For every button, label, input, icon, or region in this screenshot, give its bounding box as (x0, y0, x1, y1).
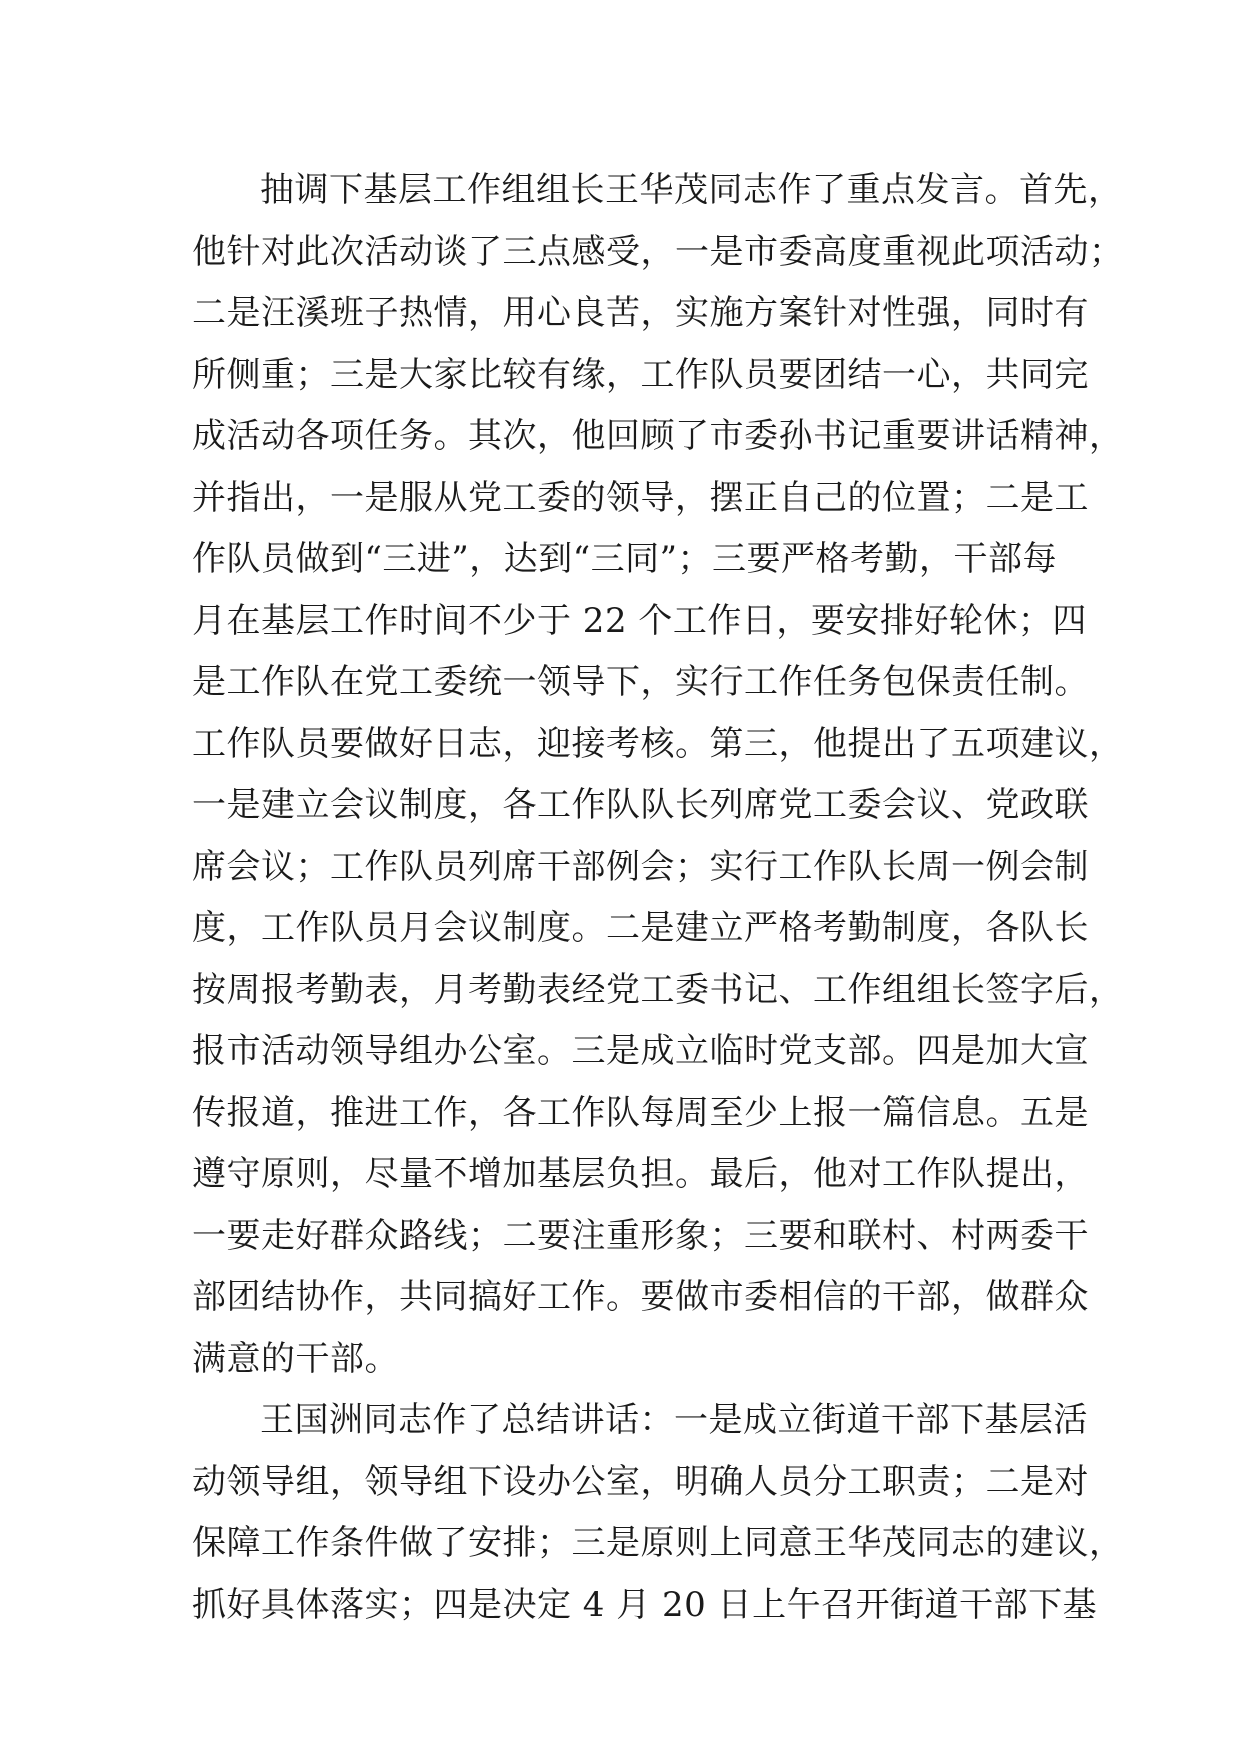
text-line: 月在基层工作时间不少于 22 个工作日，要安排好轮休；四 (192, 600, 1087, 641)
text-line: 王国洲同志作了总结讲话：一是成立街道干部下基层活 (260, 1400, 1088, 1440)
text-line: 二是汪溪班子热情，用心良苦，实施方案针对性强，同时有 (192, 293, 1089, 333)
text-line: 并指出，一是服从党工委的领导，摆正自己的位置；二是工 (192, 477, 1089, 518)
text-line: 抽调下基层工作组组长王华茂同志作了重点发言。首先， (260, 170, 1123, 210)
text-line: 工作队员要做好日志，迎接考核。第三，他提出了五项建议， (192, 723, 1124, 764)
text-line: 抓好具体落实；四是决定 4 月 20 日上午召开街道干部下基 (192, 1584, 1098, 1625)
text-line: 报市活动领导组办公室。三是成立临时党支部。四是加大宣 (192, 1031, 1089, 1071)
text-line: 作队员做到“三进”，达到“三同”；三要严格考勤，干部每 (192, 539, 1058, 579)
text-line: 度，工作队员月会议制度。二是建立严格考勤制度，各队长 (192, 908, 1089, 948)
paragraph-1 (192, 160, 1124, 1390)
text-line: 一是建立会议制度，各工作队队长列席党工委会议、党政联 (192, 785, 1089, 825)
text-line: 是工作队在党工委统一领导下，实行工作任务包保责任制。 (192, 662, 1089, 702)
text-line: 成活动各项任务。其次，他回顾了市委孙书记重要讲话精神， (192, 416, 1124, 456)
text-line: 保障工作条件做了安排；三是原则上同意王华茂同志的建议， (192, 1523, 1124, 1563)
text-line: 所侧重；三是大家比较有缘，工作队员要团结一心，共同完 (192, 354, 1089, 395)
text-line: 部团结协作，共同搞好工作。要做市委相信的干部，做群众 (192, 1277, 1089, 1317)
text-line: 一要走好群众路线；二要注重形象；三要和联村、村两委干 (192, 1215, 1089, 1256)
text-line: 动领导组，领导组下设办公室，明确人员分工职责；二是对 (192, 1461, 1089, 1502)
text-line: 满意的干部。 (192, 1338, 399, 1379)
text-line: 遵守原则，尽量不增加基层负担。最后，他对工作队提出， (192, 1154, 1089, 1194)
text-line: 他针对此次活动谈了三点感受，一是市委高度重视此项活动； (192, 231, 1124, 272)
text-line: 席会议；工作队员列席干部例会；实行工作队长周一例会制 (192, 846, 1089, 887)
paragraph-2 (192, 1390, 1124, 1636)
body-text (192, 160, 1124, 1636)
text-line: 传报道，推进工作，各工作队每周至少上报一篇信息。五是 (192, 1092, 1089, 1133)
text-line: 按周报考勤表，月考勤表经党工委书记、工作组组长签字后， (192, 969, 1124, 1010)
